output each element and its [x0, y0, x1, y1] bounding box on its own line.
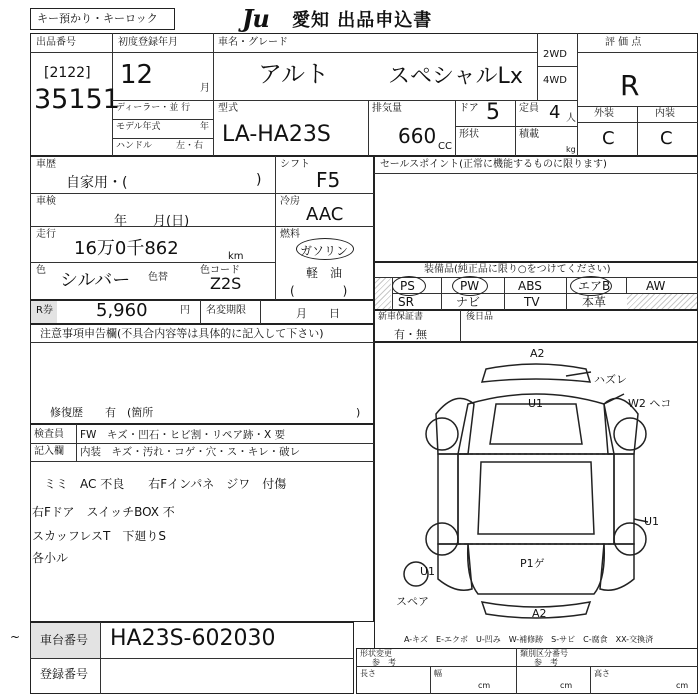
equip-tv: TV: [524, 295, 540, 309]
remark-line-2: 右Fドア スイッチBOX 不: [32, 505, 175, 519]
length-label: 長さ: [360, 669, 376, 678]
remark-line-4: 各小ル: [32, 551, 69, 565]
doors-label: ドア: [459, 103, 479, 114]
mileage-value: 16万0千862: [74, 238, 179, 259]
displacement-unit: CC: [438, 141, 452, 152]
class-ref-label: 参 考: [534, 658, 558, 667]
rating-score: R: [620, 69, 640, 102]
circle-ps: [392, 276, 426, 296]
doors: 5: [486, 100, 500, 125]
lot-sub-number: [2122]: [44, 65, 91, 81]
warranty-label: 新車保証書: [378, 312, 424, 322]
history-close: ): [256, 172, 262, 188]
height-unit: cm: [676, 681, 689, 690]
capacity: 4: [549, 102, 561, 123]
equip-pw: PW: [460, 279, 480, 293]
load-label: 積載: [519, 129, 539, 140]
shape-change-label: 形状変更: [360, 649, 392, 658]
shape-ref-label: 参 考: [372, 658, 396, 667]
width-unit: cm: [560, 681, 573, 690]
key-box: [30, 8, 175, 30]
chassis-value: HA23S-602030: [110, 626, 276, 651]
ac-value: AAC: [306, 204, 344, 225]
name-change-label: 名変期限: [206, 305, 246, 316]
entry-label: 記入欄: [34, 446, 64, 457]
car-name-label: 車名・グレード: [218, 37, 288, 48]
width-label: 幅: [434, 669, 442, 678]
notes-label: 注意事項申告欄(不具合内容等は具体的に記入して下さい): [40, 327, 324, 340]
lot-label: 出品番号: [36, 37, 76, 48]
diagram-label-w2: W2 ヘコ: [628, 397, 672, 410]
inspector-label: 検査員: [34, 429, 64, 440]
form-title: 愛知 出品申込書: [292, 10, 433, 31]
diagram-label-u1-left: U1: [420, 565, 436, 578]
drive-4wd: 4WD: [543, 75, 567, 86]
car-type: LA-HA23S: [222, 122, 331, 147]
shift-label: シフト: [280, 159, 310, 170]
inspection-row1: FW キズ・凹石・ヒビ割・リペア跡・X 要: [80, 429, 286, 441]
sales-point-label: セールスポイント(正常に機能するものに限ります): [380, 159, 607, 170]
fuel-label: 燃料: [280, 229, 300, 240]
mileage-unit: km: [228, 251, 244, 262]
exterior-label: 外装: [594, 108, 614, 119]
inspection-label: 車検: [36, 196, 56, 207]
handle-value: 左・右: [176, 141, 204, 151]
displacement-label: 排気量: [372, 103, 402, 114]
car-grade: スペシャルLx: [388, 64, 523, 89]
recycle-unit: 円: [180, 305, 190, 316]
registration-label: 初度登録年月: [118, 37, 178, 48]
diagram-label-a2-top: A2: [530, 347, 545, 360]
interior-label: 内装: [655, 108, 675, 119]
damage-legend: A-キズ E-エクボ U-凹み W-補修跡 S-サビ C-腐食 XX-交換済: [404, 635, 654, 644]
rating-interior: C: [660, 128, 673, 149]
history-label: 車歴: [36, 159, 56, 170]
handle-label: ハンドル: [116, 141, 153, 151]
lot-number: 35151: [34, 84, 120, 115]
shape-label: 形状: [459, 129, 479, 140]
capacity-label: 定員: [519, 103, 539, 114]
equip-airbag: エアB: [578, 279, 611, 293]
type-label: 型式: [218, 103, 238, 114]
spare-label: スペア: [396, 595, 429, 608]
repair-close: ): [356, 406, 361, 419]
length-unit: cm: [478, 681, 491, 690]
rating-label: 評 価 点: [605, 37, 642, 48]
mileage-label: 走行: [36, 229, 56, 240]
diagram-label-u1-top: U1: [528, 397, 544, 410]
model-year-unit: 年: [200, 122, 210, 132]
color-code-label: 色コード: [200, 265, 240, 276]
rating-exterior: C: [602, 128, 615, 149]
remark-line-3: スカッフレスT 下廻りS: [32, 529, 166, 543]
fuel-gas-circle: [296, 238, 354, 260]
registration-number-label: 登録番号: [40, 667, 89, 681]
equip-leather: 本革: [582, 295, 607, 309]
name-change-value: 月 日: [296, 307, 340, 320]
ac-label: 冷房: [280, 196, 300, 207]
remark-line-1: ミミ AC 不良 右Fインパネ ジワ 付傷: [44, 477, 287, 491]
circle-airbag: [570, 276, 612, 296]
brand-logo: Ju: [242, 4, 269, 33]
capacity-unit: 人: [566, 113, 576, 124]
chassis-label: 車台番号: [40, 633, 89, 647]
record-label: 後日品: [466, 312, 494, 322]
equip-sr: SR: [398, 295, 414, 309]
equip-navi: ナビ: [456, 295, 481, 309]
recycle-label: R券: [36, 305, 53, 316]
dealer-label: ディーラー・並 行: [116, 103, 191, 113]
color-code-value: Z2S: [210, 274, 242, 293]
shift-value: F5: [316, 168, 341, 192]
history-value: 自家用・(: [66, 175, 128, 191]
key-box-label: キー預かり・キーロック: [37, 12, 158, 25]
color-value: シルバー: [60, 270, 131, 291]
recycle-value: 5,960: [96, 300, 148, 321]
fuel-other: ( ): [290, 284, 348, 298]
left-margin-mark: ~: [10, 630, 21, 644]
equip-ps: PS: [400, 279, 415, 293]
diagram-label-u1-right: U1: [644, 515, 660, 528]
displacement: 660: [398, 124, 437, 148]
car-name: アルト: [258, 60, 330, 88]
fuel-gas: ガソリン: [300, 244, 349, 258]
equipment-label: 装備品(純正品に限り○をつけてください): [424, 264, 611, 275]
color-label: 色: [36, 265, 46, 276]
sales-point-frame: [374, 156, 698, 262]
load-unit: kg: [566, 145, 576, 154]
drive-2wd: 2WD: [543, 49, 567, 60]
inspection-value: 年 月(日): [114, 214, 190, 229]
circle-pw: [452, 276, 488, 296]
model-year-label: モデル年式: [116, 122, 161, 132]
registration-year: 12: [120, 60, 154, 90]
diagram-label-hazure: ハズレ: [594, 373, 627, 386]
equip-aw: AW: [646, 279, 666, 293]
height-label: 高さ: [594, 669, 610, 678]
inspection-row2: 内装 キズ・汚れ・コゲ・穴・ス・キレ・破レ: [80, 446, 301, 458]
diagram-label-a2-bottom: A2: [532, 607, 547, 620]
warranty-value: 有・無: [394, 328, 427, 341]
diagram-label-p1: P1ゲ: [520, 557, 545, 570]
color-change-label: 色替: [148, 272, 168, 283]
fuel-diesel: 軽 油: [306, 266, 343, 280]
equip-abs: ABS: [518, 279, 542, 293]
registration-month-unit: 月: [200, 83, 210, 94]
class-change-label: 類別区分番号: [520, 649, 568, 658]
repair-label: 修復歴 有 (箇所: [50, 406, 154, 419]
